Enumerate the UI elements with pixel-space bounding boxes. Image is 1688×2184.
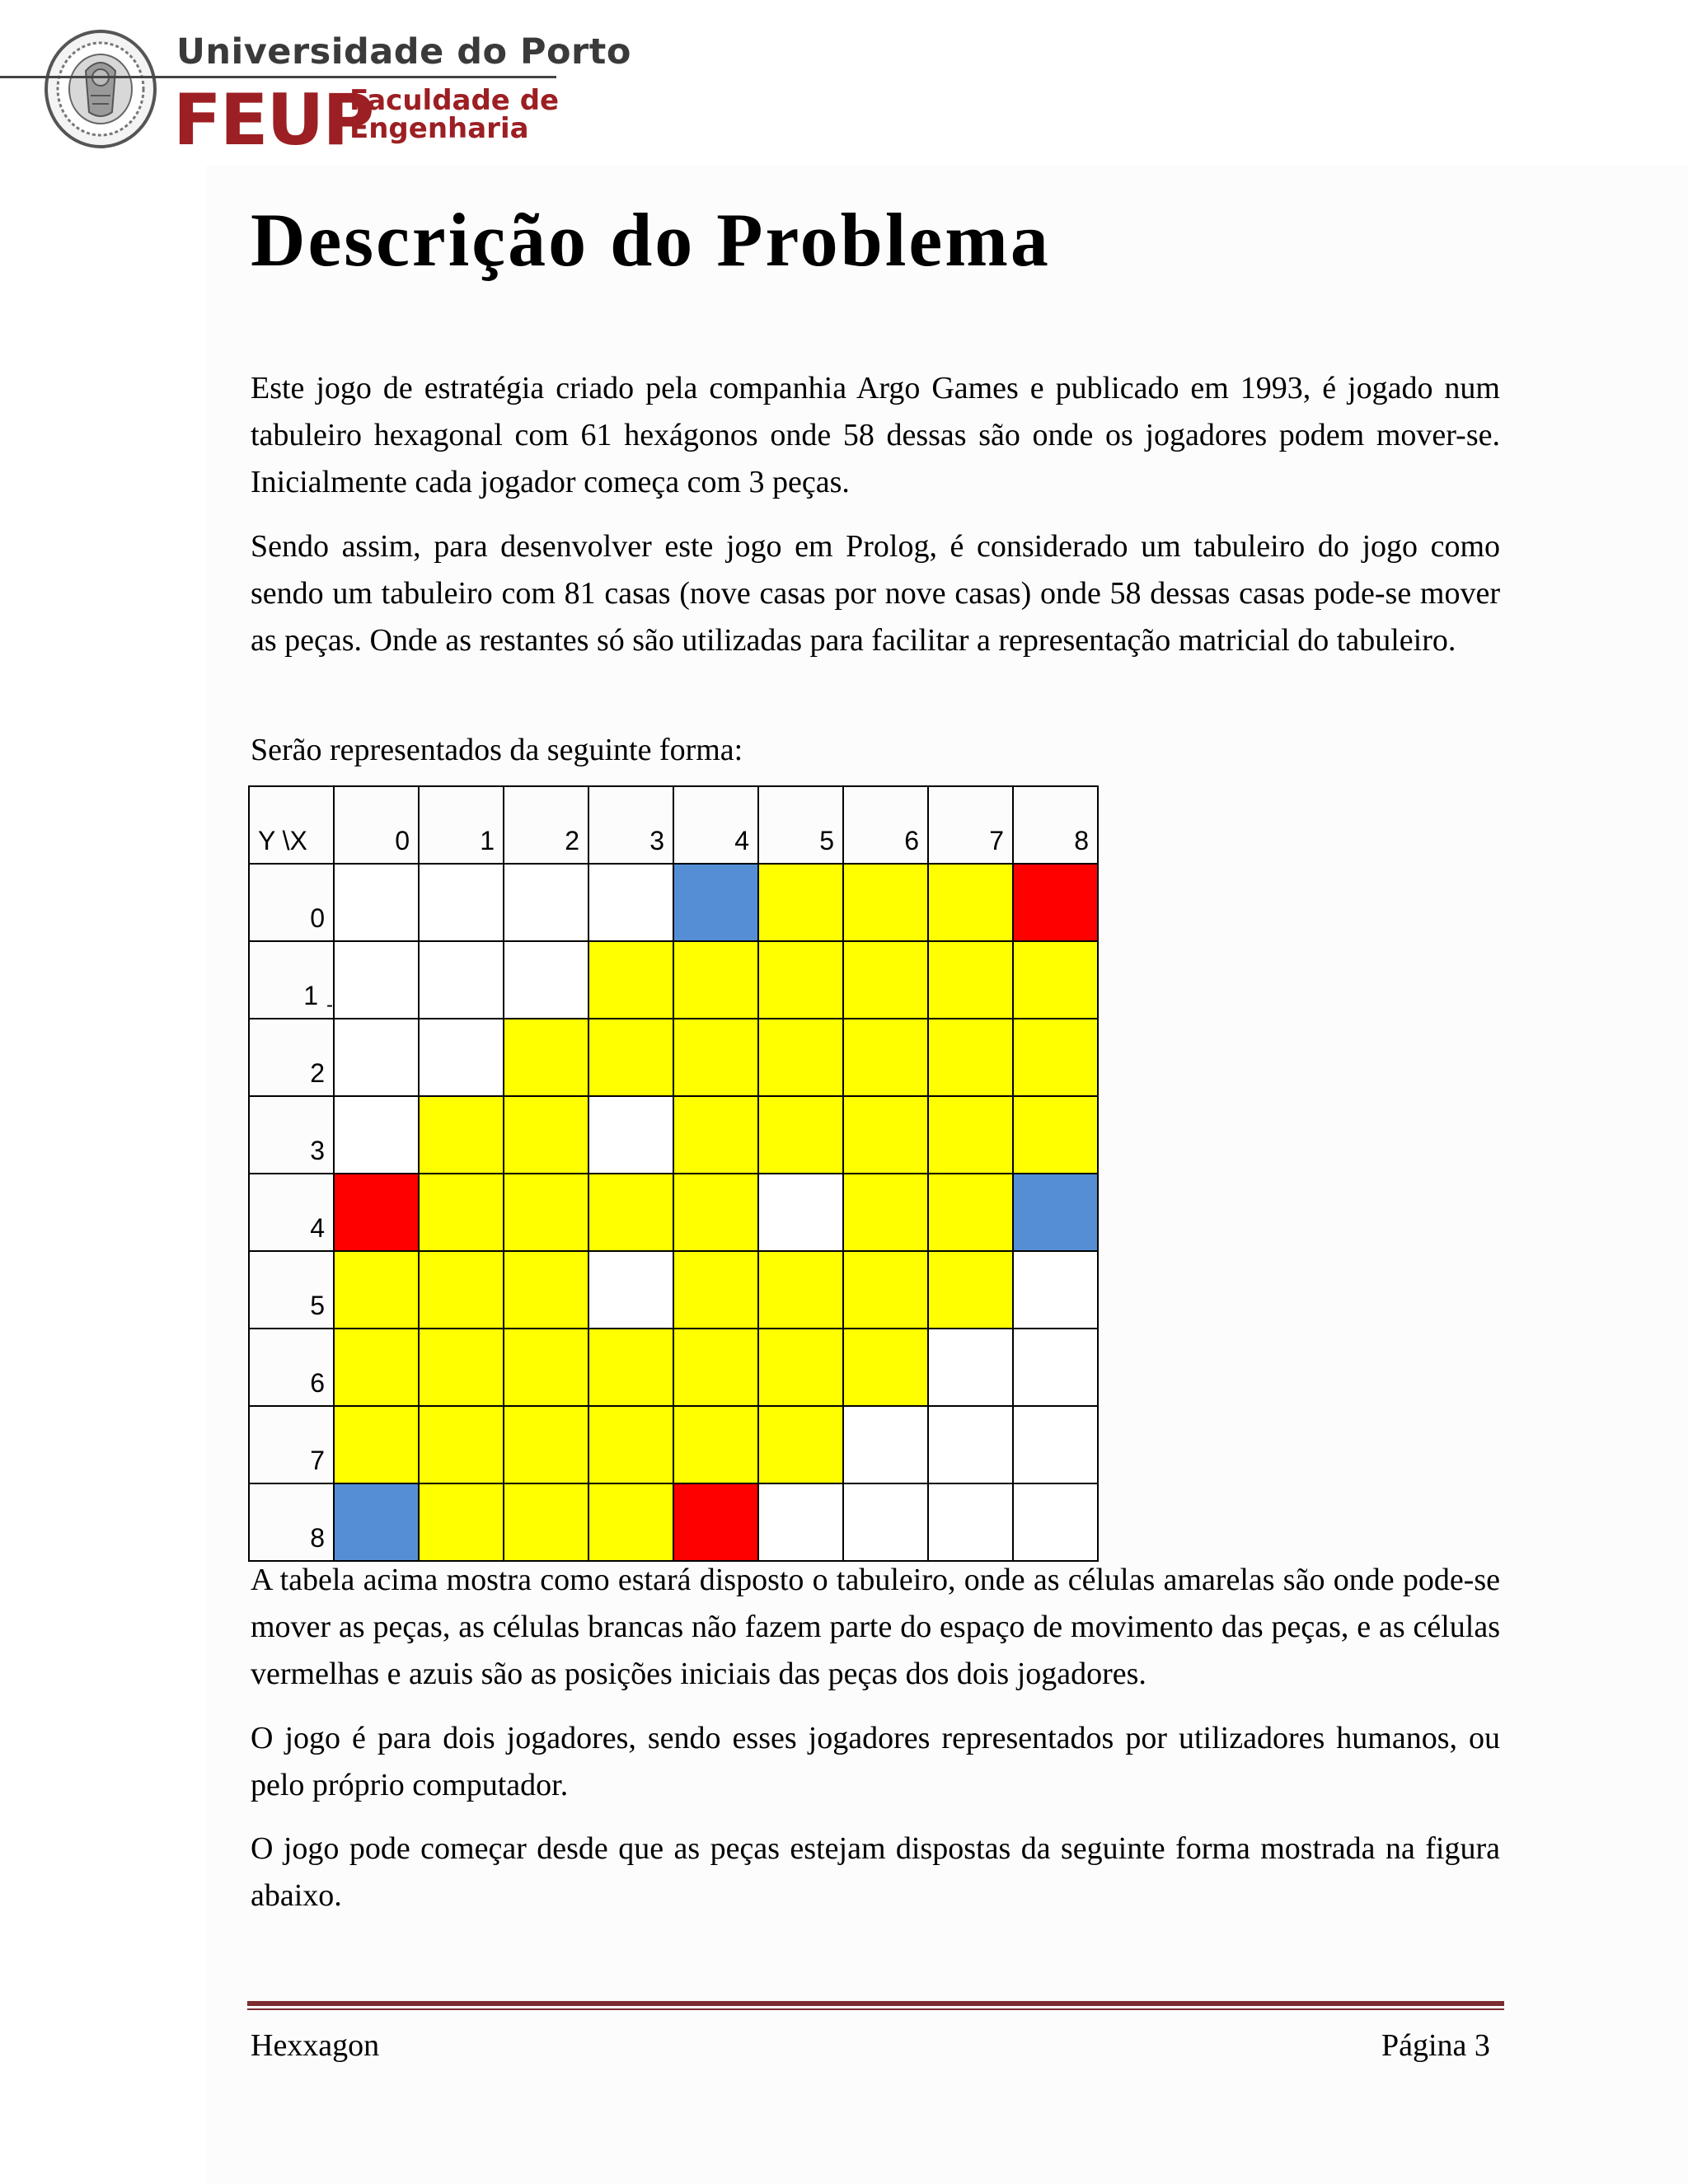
board-cell-unused <box>588 1096 673 1174</box>
footer-rule-thick <box>247 2001 1504 2006</box>
board-row-label: 1 <box>303 981 318 1010</box>
board-cell-movable <box>588 1174 673 1251</box>
paragraph-players: O jogo é para dois jogadores, sendo esses jogadores representados por utilizadores humanos, ou pelo próprio computador. <box>251 1721 1500 1802</box>
board-column-header: 2 <box>504 786 588 864</box>
board-cell-movable <box>673 1096 758 1174</box>
board-cell-movable <box>419 1174 504 1251</box>
board-cell-movable <box>504 1096 588 1174</box>
board-row-header <box>249 864 334 941</box>
board-cell-movable <box>843 1019 928 1096</box>
board-cell-movable <box>928 941 1013 1019</box>
board-cell-unused <box>843 1483 928 1561</box>
board-cell-unused <box>1013 1483 1098 1561</box>
board-cell-movable <box>843 1096 928 1174</box>
paragraph-start: O jogo pode começar desde que as peças estejam dispostas da seguinte forma mostrada na figura abaixo. <box>251 1831 1500 1913</box>
board-cell-movable <box>673 1406 758 1483</box>
board-column-header: 1 <box>419 786 504 864</box>
board-cell-unused <box>334 864 419 941</box>
board-row-header <box>249 1019 334 1096</box>
board-column-header: 7 <box>928 786 1013 864</box>
board-row-header <box>249 941 334 1019</box>
paragraph-prolog: Sendo assim, para desenvolver este jogo em Prolog, é considerado um tabuleiro do jogo como sendo um tabuleiro com 81 casas (nove casas por nove casas) onde 58 dessas casas pode-se mover as peças. Onde as restantes só são utilizadas para facilitar a representação matricial do tabuleiro. <box>251 529 1500 658</box>
board-cell-movable <box>843 1174 928 1251</box>
board-cell-movable <box>334 1251 419 1329</box>
board-column-header: 6 <box>843 786 928 864</box>
board-row-header <box>249 1406 334 1483</box>
page-title: Descrição do Problema <box>251 198 1051 282</box>
board-cell-movable <box>419 1096 504 1174</box>
board-row-mark: - <box>326 994 333 1016</box>
board-cell-movable <box>419 1251 504 1329</box>
board-row-label: 4 <box>310 1213 325 1243</box>
board-row-header <box>249 1174 334 1251</box>
board-row-header <box>249 1096 334 1174</box>
board-cell-movable <box>928 1019 1013 1096</box>
board-cell-unused <box>928 1329 1013 1406</box>
board-cell-movable <box>843 1251 928 1329</box>
board-cell-unused <box>334 941 419 1019</box>
board-cell-unused <box>1013 1406 1098 1483</box>
paragraph-representation: Serão representados da seguinte forma: <box>251 733 743 767</box>
board-row <box>249 1019 1098 1096</box>
board-cell-movable <box>588 941 673 1019</box>
board-row-label: 2 <box>310 1058 325 1088</box>
board-cell-movable <box>928 1174 1013 1251</box>
board-cell-movable <box>673 941 758 1019</box>
board-cell-movable <box>673 1251 758 1329</box>
board-cell-movable <box>758 1251 843 1329</box>
board-table <box>248 785 1099 1562</box>
header-divider <box>0 76 556 78</box>
board-cell-movable <box>334 1329 419 1406</box>
board-cell-unused <box>758 1174 843 1251</box>
feup-logo-text: FEUP <box>173 79 373 162</box>
board-cell-red-start <box>334 1174 419 1251</box>
board-row-header <box>249 1483 334 1561</box>
board-cell-unused <box>588 1251 673 1329</box>
board-cell-movable <box>588 1329 673 1406</box>
board-row-label: 7 <box>310 1446 325 1475</box>
faculty-name-line1: Faculdade de <box>349 84 560 117</box>
board-cell-movable <box>758 864 843 941</box>
faculty-name-line2: Engenharia <box>349 112 529 145</box>
board-cell-movable <box>1013 1019 1098 1096</box>
board-cell-unused <box>504 864 588 941</box>
board-cell-movable <box>334 1406 419 1483</box>
board-cell-movable <box>1013 941 1098 1019</box>
footer-rule-thin <box>247 2008 1504 2010</box>
board-cell-movable <box>843 941 928 1019</box>
board-cell-movable <box>758 1406 843 1483</box>
board-cell-unused <box>1013 1329 1098 1406</box>
board-cell-movable <box>1013 1096 1098 1174</box>
board-cell-unused <box>419 1019 504 1096</box>
board-cell-red-start <box>673 1483 758 1561</box>
board-row-label: 5 <box>310 1291 325 1320</box>
footer-page-number: Página 3 <box>1381 2028 1490 2063</box>
board-cell-movable <box>758 941 843 1019</box>
board-row <box>249 1251 1098 1329</box>
board-cell-movable <box>928 864 1013 941</box>
board-cell-movable <box>588 1483 673 1561</box>
board-cell-movable <box>504 1019 588 1096</box>
board-row-label: 8 <box>310 1523 325 1553</box>
board-cell-movable <box>673 1329 758 1406</box>
board-cell-movable <box>928 1251 1013 1329</box>
board-row-label: 3 <box>310 1136 325 1165</box>
board-cell-unused <box>334 1096 419 1174</box>
board-row <box>249 1329 1098 1406</box>
board-cell-unused <box>928 1483 1013 1561</box>
board-cell-blue-start <box>334 1483 419 1561</box>
board-cell-movable <box>588 1019 673 1096</box>
paragraph-intro: Este jogo de estratégia criado pela companhia Argo Games e publicado em 1993, é jogado num tabuleiro hexagonal com 61 hexágonos onde 58 dessas são onde os jogadores podem mover-se. Inicialmente cada jogador começa com 3 peças. <box>251 371 1500 499</box>
board-cell-movable <box>419 1329 504 1406</box>
board-header-row <box>249 786 1098 864</box>
board-column-header: 8 <box>1013 786 1098 864</box>
board-cell-unused <box>419 864 504 941</box>
board-column-header: 5 <box>758 786 843 864</box>
board-cell-blue-start <box>1013 1174 1098 1251</box>
board-row-label: 0 <box>310 903 325 933</box>
board-cell-movable <box>673 1174 758 1251</box>
board-cell-unused <box>419 941 504 1019</box>
board-cell-movable <box>504 1406 588 1483</box>
board-cell-red-start <box>1013 864 1098 941</box>
board-cell-unused <box>758 1483 843 1561</box>
board-row-header <box>249 1251 334 1329</box>
board-cell-movable <box>758 1096 843 1174</box>
board-cell-unused <box>928 1406 1013 1483</box>
board-column-header: 3 <box>588 786 673 864</box>
board-row <box>249 1096 1098 1174</box>
board-row <box>249 1483 1098 1561</box>
board-cell-blue-start <box>673 864 758 941</box>
board-column-header: 0 <box>334 786 419 864</box>
board-cell-movable <box>758 1329 843 1406</box>
board-cell-movable <box>504 1329 588 1406</box>
university-name: Universidade do Porto <box>176 31 631 73</box>
board-row <box>249 1174 1098 1251</box>
board-cell-unused <box>504 941 588 1019</box>
board-row-label: 6 <box>310 1368 325 1398</box>
board-cell-unused <box>1013 1251 1098 1329</box>
board-cell-movable <box>843 1329 928 1406</box>
footer-document-name: Hexxagon <box>251 2028 380 2063</box>
board-cell-movable <box>419 1406 504 1483</box>
board-column-header: 4 <box>673 786 758 864</box>
board-cell-movable <box>758 1019 843 1096</box>
board-cell-movable <box>504 1483 588 1561</box>
board-cell-movable <box>588 1406 673 1483</box>
board-corner-label: Y \X <box>249 786 334 864</box>
board-cell-unused <box>843 1406 928 1483</box>
board-cell-movable <box>928 1096 1013 1174</box>
board-cell-unused <box>588 864 673 941</box>
board-cell-movable <box>843 864 928 941</box>
board-row <box>249 941 1098 1019</box>
board-cell-unused <box>334 1019 419 1096</box>
board-row <box>249 864 1098 941</box>
board-cell-movable <box>419 1483 504 1561</box>
board-cell-movable <box>504 1251 588 1329</box>
board-cell-movable <box>504 1174 588 1251</box>
paragraph-table-explanation: A tabela acima mostra como estará disposto o tabuleiro, onde as células amarelas são onde pode-se mover as peças, as células brancas não fazem parte do espaço de movimento das peças, e as células vermelhas e azuis são as posições iniciais das peças dos dois jogadores. <box>251 1563 1500 1691</box>
board-cell-movable <box>673 1019 758 1096</box>
board-row <box>249 1406 1098 1483</box>
board-row-header <box>249 1329 334 1406</box>
university-seal-logo <box>43 30 158 149</box>
